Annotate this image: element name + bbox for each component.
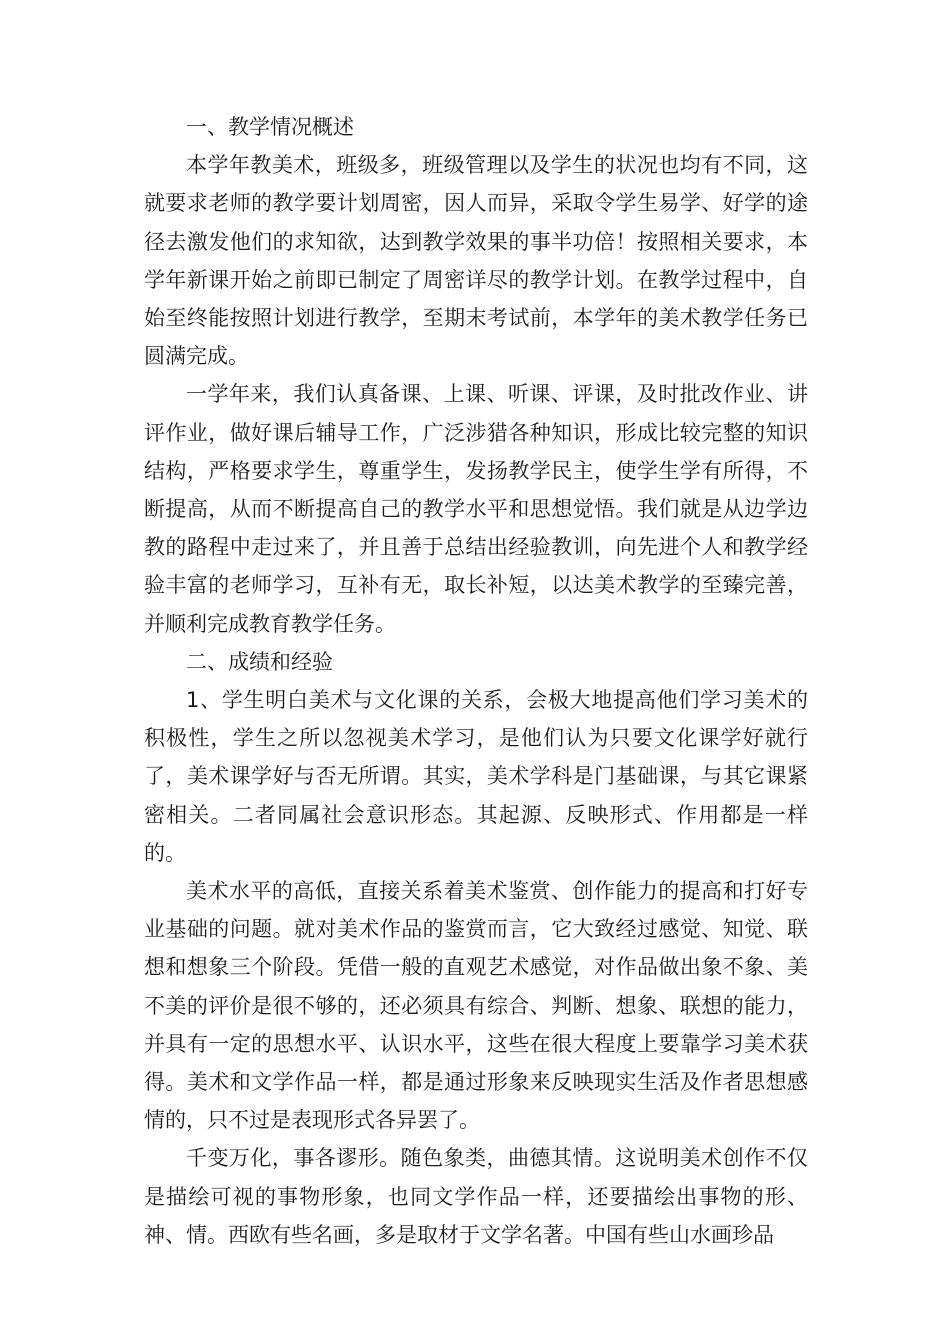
paragraph-achievement-1: 1、学生明白美术与文化课的关系，会极大地提高他们学习美术的积极性，学生之所以忽视美术学习，是他们认为只要文化课学好就行了，美术课学好与否无所谓。其实，美术学科是门基础课，与其它课紧密相关。二者同属社会意识形态。其起源、反映形式、作用都是一样的。 — [144, 688, 808, 865]
paragraph-overview-year-review: 一学年来，我们认真备课、上课、听课、评课，及时批改作业、讲评作业，做好课后辅导工作，广泛涉猎各种知识，形成比较完整的知识结构，严格要求学生，尊重学生，发扬教学民主，使学生学有所得，不断提高，从而不断提高自己的教学水平和思想觉悟。我们就是从边学边教的路程中走过来了，并且善于总结出经验教训，向先进个人和教学经验丰富的老师学习，互补有无，取长补短，以达美术教学的至臻完善，并顺利完成教育教学任务。 — [144, 382, 808, 636]
section-heading-achievements: 二、成绩和经验 — [186, 649, 333, 674]
paragraph-overview-intro: 本学年教美术，班级多，班级管理以及学生的状况也均有不同，这就要求老师的教学要计划周密，因人而异，采取令学生易学、好学的途径去激发他们的求知欲，达到教学效果的事半功倍！按照相关要求，本学年新课开始之前即已制定了周密详尽的教学计划。在教学过程中，自始至终能按照计划进行教学，至期末考试前，本学年的美术教学任务已圆满完成。 — [144, 153, 808, 369]
paragraph-art-creation: 千变万化，事各谬形。随色象类，曲德其情。这说明美术创作不仅是描绘可视的事物形象，也同文学作品一样，还要描绘出事物的形、神、情。西欧有些名画，多是取材于文学名著。中国有些山水画珍品 — [144, 1146, 808, 1247]
section-heading-overview: 一、教学情况概述 — [186, 115, 354, 139]
paragraph-art-level: 美术水平的高低，直接关系着美术鉴赏、创作能力的提高和打好专业基础的问题。就对美术作品的鉴赏而言，它大致经过感觉、知觉、联想和想象三个阶段。凭借一般的直观艺术感觉，对作品做出象不象、美不美的评价是很不够的，还必须具有综合、判断、想象、联想的能力，并具有一定的思想水平、认识水平，这些在很大程度上要靠学习美术获得。美术和文学作品一样，都是通过形象来反映现实生活及作者思想感情的，只不过是表现形式各异罢了。 — [144, 879, 808, 1133]
document-body — [144, 108, 808, 1254]
